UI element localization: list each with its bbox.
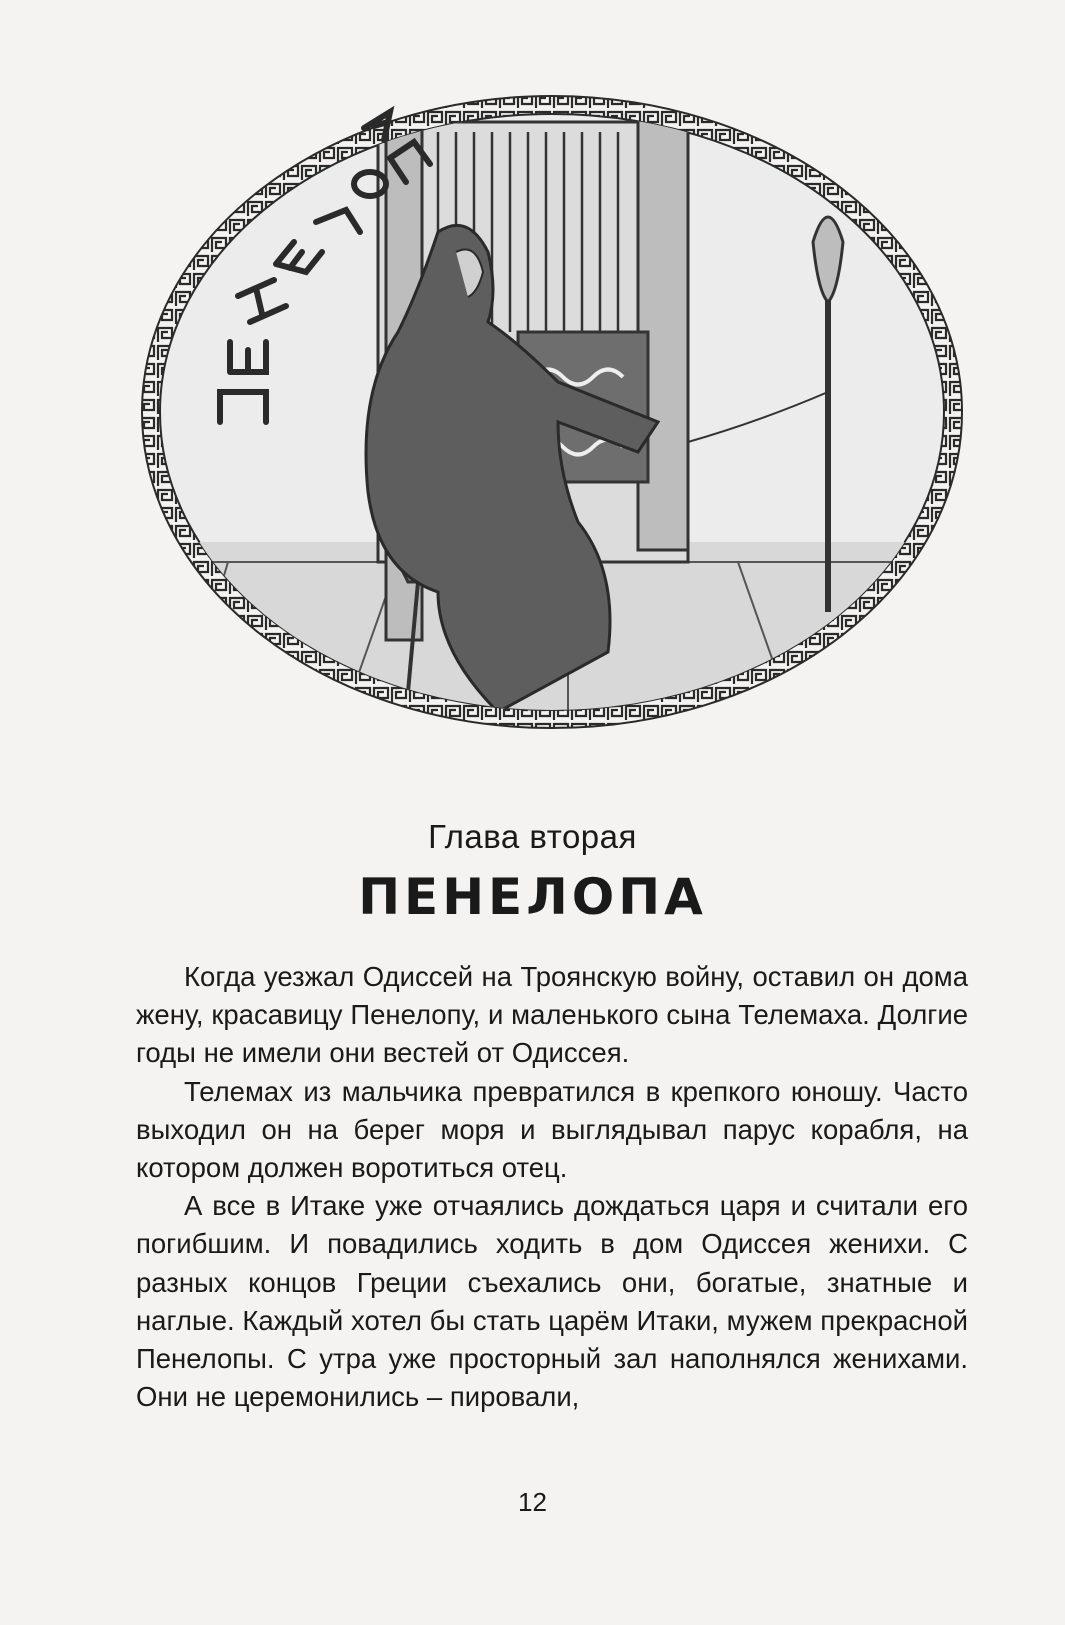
penelope-illustration — [138, 92, 966, 732]
body-text — [136, 958, 968, 1416]
chapter-number: Глава вторая — [428, 818, 637, 855]
paragraph: А все в Итаке уже отчаялись дождаться царя и считали его погибшим. И повадились ходить в дом Одиссея женихи. С разных концов Греции съехались они, богатые, знатные и наглые. Каждый хотел бы стать царём Итаки, мужем прекрасной Пенелопы. С утра уже просторный зал наполнялся женихами. Они не церемонились – пировали, — [136, 1190, 968, 1413]
chapter-title: ПЕНЕЛОПА — [358, 868, 707, 926]
page-number: 12 — [518, 1487, 547, 1517]
paragraph: Когда уезжал Одиссей на Троянскую войну, оставил он дома жену, красавицу Пенелопу, и маленького сына Телемаха. Долгие годы не имели они вестей от Одиссея. — [136, 961, 968, 1069]
paragraph: Телемах из мальчика превратился в крепкого юношу. Часто выходил он на берег моря и выглядывал парус корабля, на котором должен воротиться отец. — [136, 1075, 968, 1184]
